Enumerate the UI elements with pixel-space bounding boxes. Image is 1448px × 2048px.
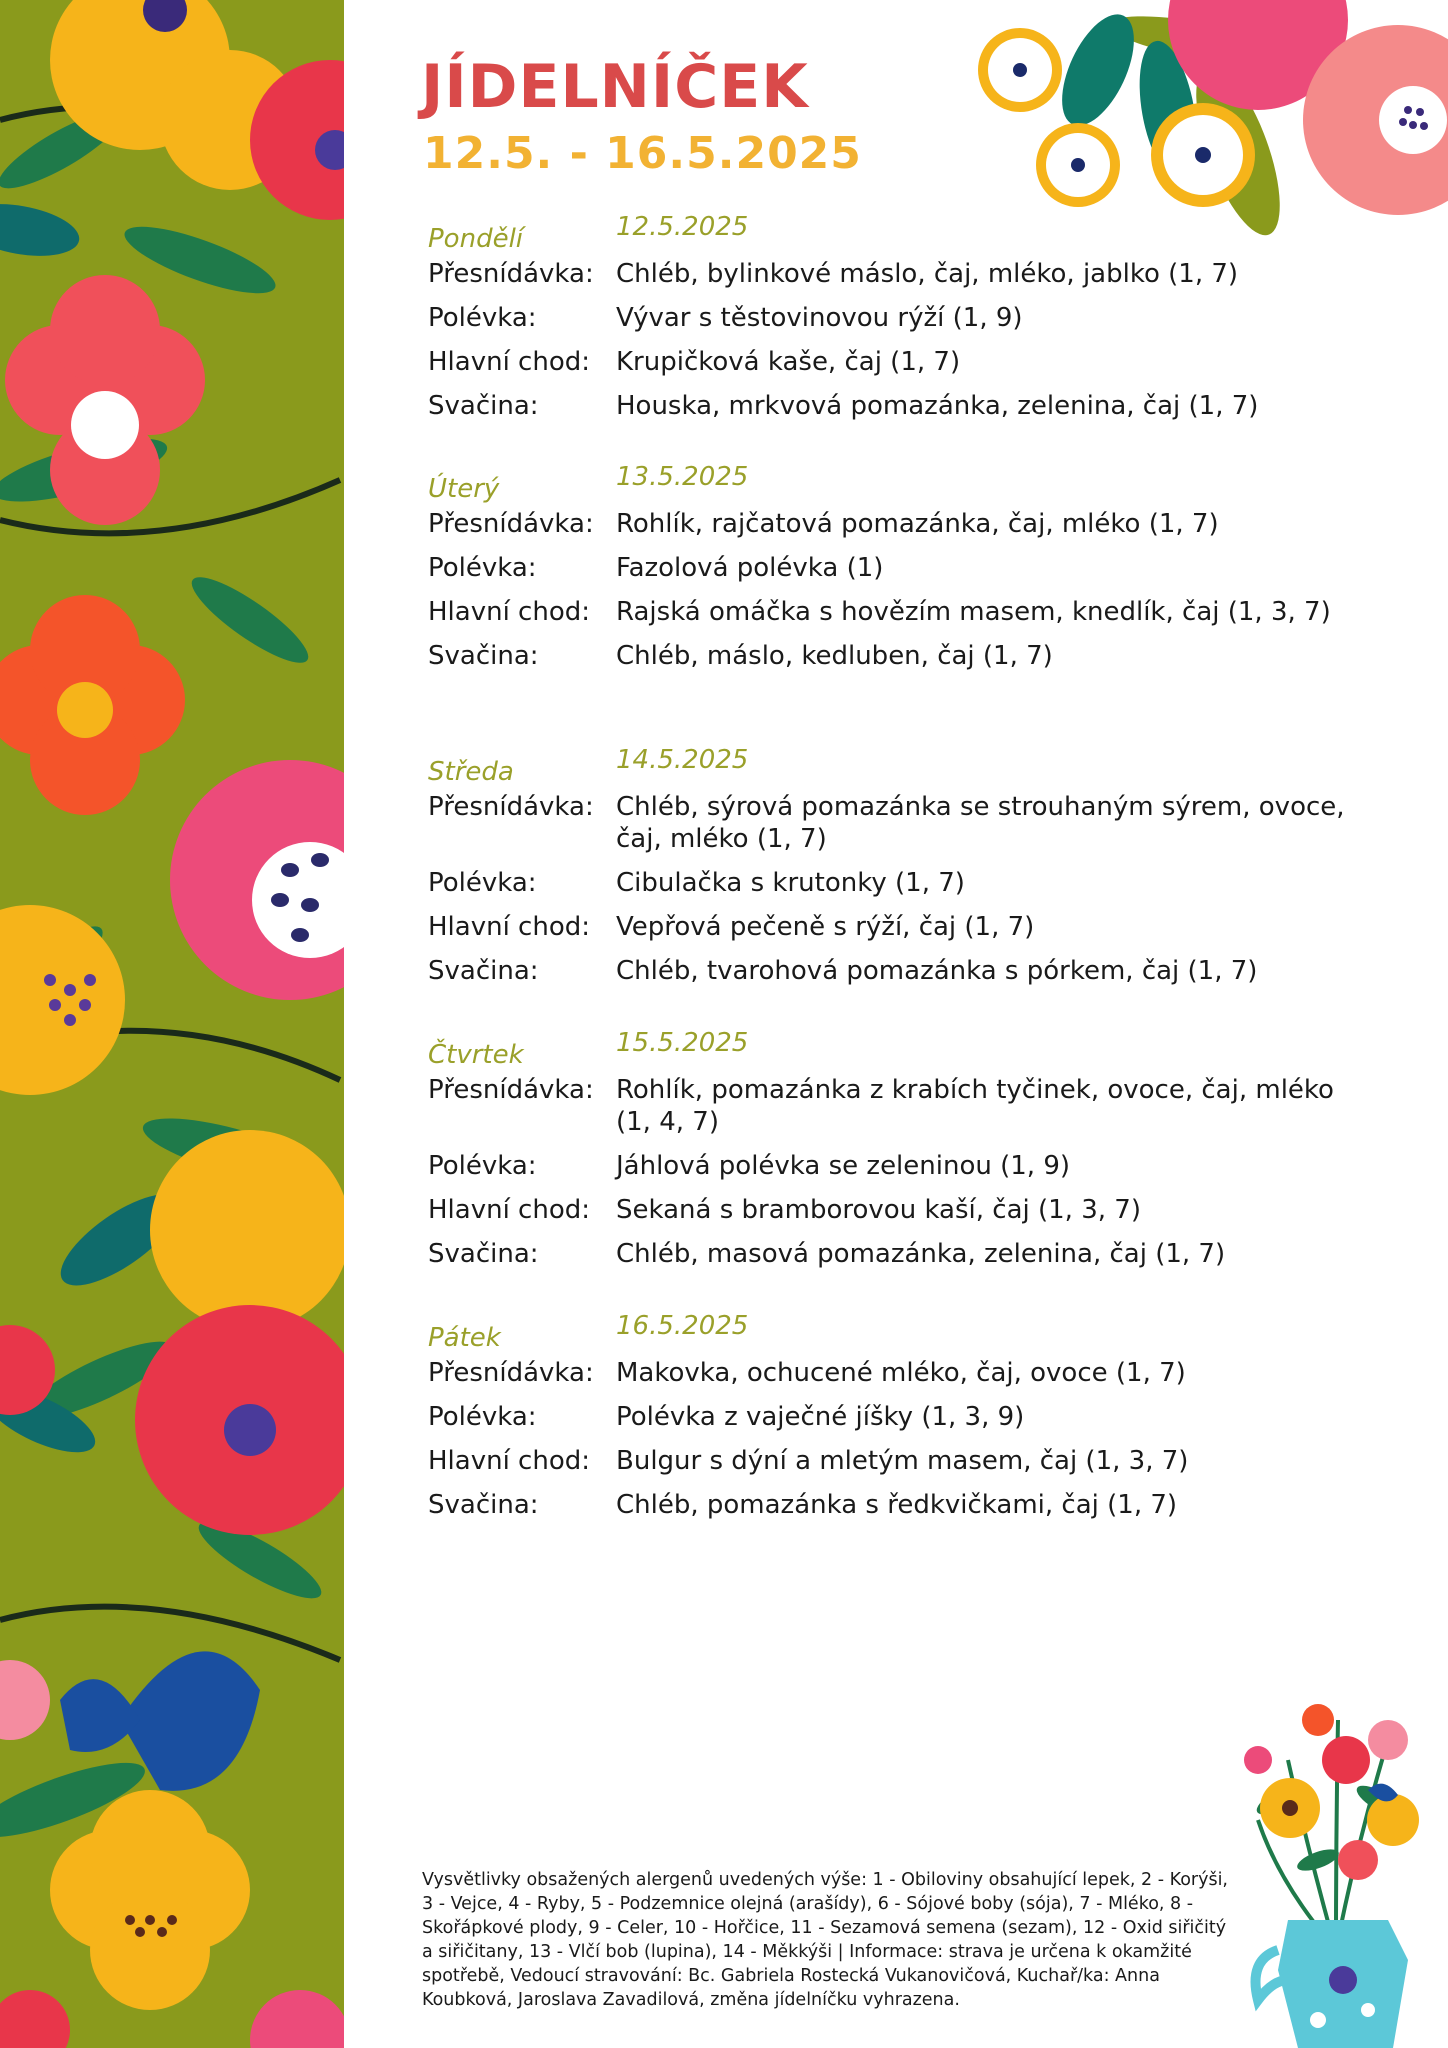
meal-text: Rohlík, rajčatová pomazánka, čaj, mléko (1, 7) (616, 509, 1219, 539)
meal-text: Rajská omáčka s hovězím masem, knedlík, čaj (1, 3, 7) (616, 597, 1331, 627)
day-date: 12.5.2025 (616, 212, 749, 242)
meal-label: Hlavní chod: (428, 1446, 591, 1476)
meal-text: Bulgur s dýní a mletým masem, čaj (1, 3, 7) (616, 1446, 1189, 1476)
meal-label: Polévka: (428, 1151, 537, 1181)
day-section-tuesday (428, 462, 1358, 684)
meal-label: Svačina: (428, 391, 539, 421)
meal-row (428, 258, 1358, 290)
meal-row (428, 911, 1358, 943)
meal-row (428, 1489, 1358, 1521)
day-name: Čtvrtek (428, 1040, 524, 1070)
meal-row (428, 302, 1358, 334)
allergen-footnote: Vysvětlivky obsažených alergenů uvedených výše: 1 - Obiloviny obsahující lepek, 2 - Korýši, 3 - Vejce, 4 - Ryby, 5 - Podzemnice olejná (arašídy), 6 - Sójové boby (sója), 7 - Mléko, 8 - Skořápkové plody, 9 - Celer, 10 - Hořčice, 11 - Sezamová semena (sezam), 12 - Oxid siřičitý a siřičitany, 13 - Vlčí bob (lupina), 14 - Měkkýši | Informace: strava je určena k okamžité spotřebě, Vedoucí stravování: Bc. Gabriela Rostecká Vukanovičová, Kuchař/ka: Anna Koubková, Jaroslava Zavadilová, změna jídelníčku vyhrazena. (422, 1870, 1228, 2010)
meal-row (428, 1238, 1358, 1270)
meal-text: Makovka, ochucené mléko, čaj, ovoce (1, 7) (616, 1358, 1186, 1388)
meal-label: Hlavní chod: (428, 1195, 591, 1225)
meal-label: Polévka: (428, 303, 537, 333)
meal-row (428, 1194, 1358, 1226)
meal-label: Polévka: (428, 1402, 537, 1432)
meal-text: Vepřová pečeně s rýží, čaj (1, 7) (616, 912, 1035, 942)
meal-text: Krupičková kaše, čaj (1, 7) (616, 347, 961, 377)
meal-label: Svačina: (428, 641, 539, 671)
meal-text: Chléb, máslo, kedluben, čaj (1, 7) (616, 641, 1053, 671)
meal-label: Přesnídávka: (428, 509, 594, 539)
meal-row (428, 508, 1358, 540)
week-date-range: 12.5. - 16.5.2025 (423, 128, 862, 179)
meal-text: Cibulačka s krutonky (1, 7) (616, 868, 965, 898)
meal-text: Chléb, tvarohová pomazánka s pórkem, čaj (1, 7) (616, 956, 1258, 986)
meal-text: Chléb, masová pomazánka, zelenina, čaj (1, 7) (616, 1239, 1226, 1269)
meal-text: Jáhlová polévka se zeleninou (1, 9) (616, 1151, 1071, 1181)
day-name: Úterý (428, 474, 500, 504)
meal-text: Chléb, bylinkové máslo, čaj, mléko, jablko (1, 7) (616, 259, 1239, 289)
meal-text: Chléb, pomazánka s ředkvičkami, čaj (1, 7) (616, 1490, 1178, 1520)
meal-label: Přesnídávka: (428, 1075, 594, 1105)
meal-text: Fazolová polévka (1) (616, 553, 884, 583)
day-section-wednesday (428, 745, 1358, 999)
meal-label: Svačina: (428, 1239, 539, 1269)
meal-label: Polévka: (428, 553, 537, 583)
day-name: Pátek (428, 1323, 501, 1353)
meal-row (428, 1074, 1358, 1138)
meal-label: Hlavní chod: (428, 597, 591, 627)
meal-row (428, 390, 1358, 422)
day-section-thursday (428, 1028, 1358, 1282)
meal-row (428, 867, 1358, 899)
meal-label: Svačina: (428, 1490, 539, 1520)
day-section-friday (428, 1311, 1358, 1533)
day-name: Pondělí (428, 224, 524, 254)
meal-row (428, 640, 1358, 672)
meal-label: Přesnídávka: (428, 1358, 594, 1388)
day-date: 14.5.2025 (616, 745, 749, 775)
meal-label: Polévka: (428, 868, 537, 898)
meal-row (428, 596, 1358, 628)
meal-label: Hlavní chod: (428, 347, 591, 377)
meal-row (428, 1357, 1358, 1389)
day-name: Středa (428, 757, 514, 787)
meal-row (428, 1150, 1358, 1182)
day-date: 15.5.2025 (616, 1028, 749, 1058)
meal-label: Přesnídávka: (428, 792, 594, 822)
meal-text: Polévka z vaječné jíšky (1, 3, 9) (616, 1402, 1025, 1432)
meal-text: Chléb, sýrová pomazánka se strouhaným sýrem, ovoce, čaj, mléko (1, 7) (616, 792, 1345, 854)
flower-vase-illustration (1218, 1680, 1448, 2048)
meal-text: Rohlík, pomazánka z krabích tyčinek, ovoce, čaj, mléko (1, 4, 7) (616, 1075, 1334, 1137)
floral-border-illustration (0, 0, 344, 2048)
meal-text: Houska, mrkvová pomazánka, zelenina, čaj (1, 7) (616, 391, 1259, 421)
meal-text: Sekaná s bramborovou kaší, čaj (1, 3, 7) (616, 1195, 1141, 1225)
page-title: JÍDELNÍČEK (421, 52, 809, 122)
meal-row (428, 1445, 1358, 1477)
meal-label: Přesnídávka: (428, 259, 594, 289)
day-date: 16.5.2025 (616, 1311, 749, 1341)
meal-text: Vývar s těstovinovou rýží (1, 9) (616, 303, 1023, 333)
meal-row (428, 791, 1358, 855)
meal-label: Hlavní chod: (428, 912, 591, 942)
meal-row (428, 552, 1358, 584)
day-section-monday (428, 212, 1358, 434)
day-date: 13.5.2025 (616, 462, 749, 492)
meal-row (428, 346, 1358, 378)
meal-label: Svačina: (428, 956, 539, 986)
meal-row (428, 1401, 1358, 1433)
meal-row (428, 955, 1358, 987)
